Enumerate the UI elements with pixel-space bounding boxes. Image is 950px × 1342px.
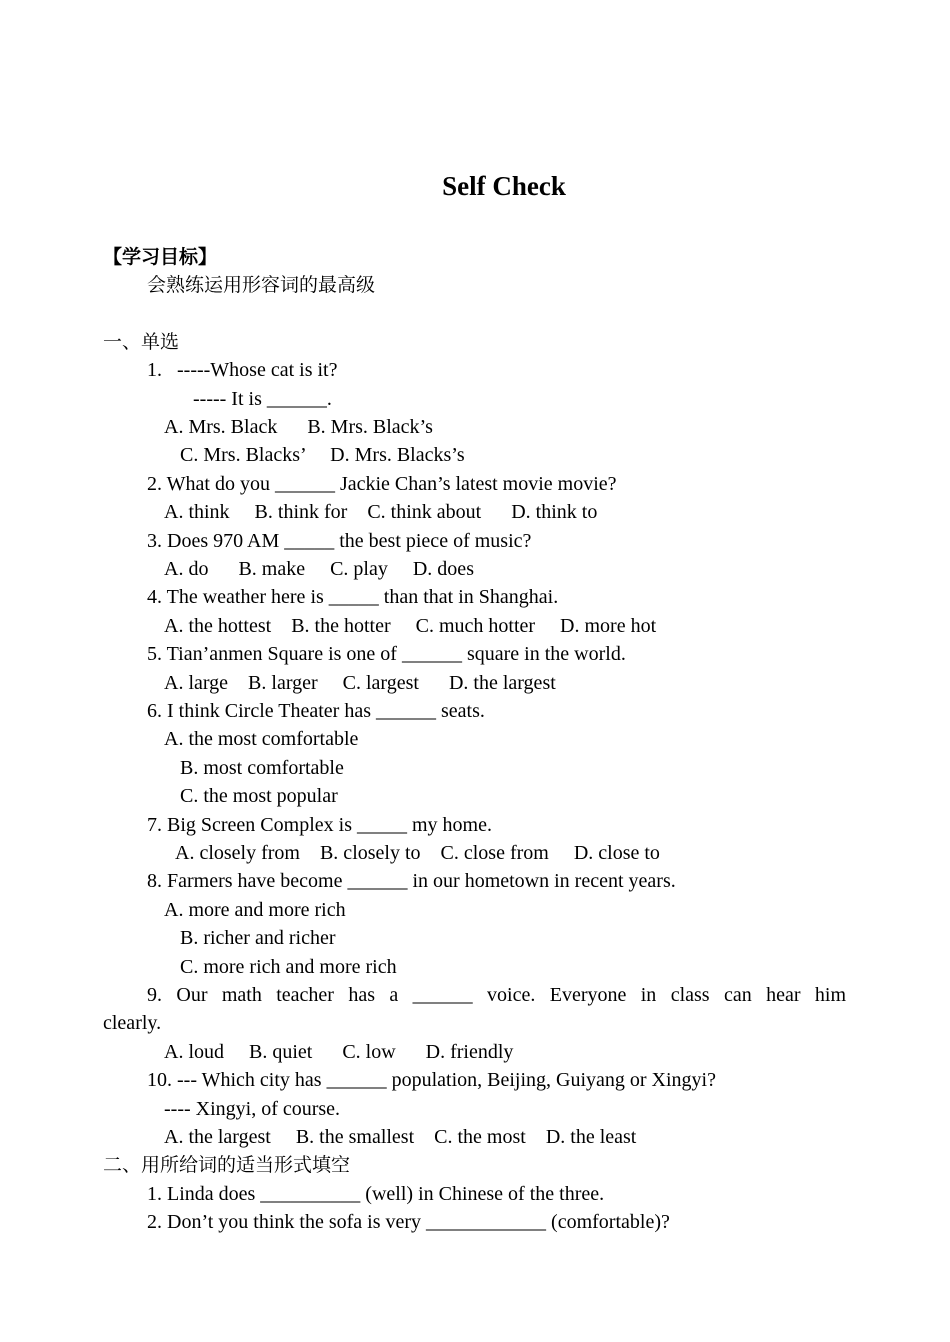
q5-options: A. large B. larger C. largest D. the largest bbox=[164, 672, 556, 694]
q8-option-b: B. richer and richer bbox=[180, 927, 336, 949]
q5-stem: 5. Tian’anmen Square is one of ______ square in the world. bbox=[147, 643, 626, 665]
q6-option-b: B. most comfortable bbox=[180, 757, 344, 779]
objectives-text: 会熟练运用形容词的最高级 bbox=[147, 274, 376, 296]
q9-stem2: clearly. bbox=[103, 1012, 162, 1034]
q6-option-c: C. the most popular bbox=[180, 785, 338, 807]
q1-stem: 1. -----Whose cat is it? bbox=[147, 359, 338, 381]
q8-option-a: A. more and more rich bbox=[164, 899, 346, 921]
section2-heading: 二、用所给词的适当形式填空 bbox=[103, 1154, 351, 1176]
q6-option-a: A. the most comfortable bbox=[164, 728, 359, 750]
q8-stem: 8. Farmers have become ______ in our hometown in recent years. bbox=[147, 870, 676, 892]
q10-stem: 10. --- Which city has ______ population, Beijing, Guiyang or Xingyi? bbox=[147, 1069, 716, 1091]
q1-stem2: ----- It is ______. bbox=[193, 388, 332, 410]
section1-heading: 一、单选 bbox=[103, 331, 180, 353]
q8-option-c: C. more rich and more rich bbox=[180, 956, 397, 978]
q10-stem2: ---- Xingyi, of course. bbox=[164, 1098, 341, 1120]
q6-stem: 6. I think Circle Theater has ______ seats. bbox=[147, 700, 485, 722]
q7-options: A. closely from B. closely to C. close from D. close to bbox=[175, 842, 660, 864]
q1-options-cd: C. Mrs. Blacks’ D. Mrs. Blacks’s bbox=[180, 444, 465, 466]
objectives-heading: 【学习目标】 bbox=[103, 246, 218, 268]
q2-options: A. think B. think for C. think about D. think to bbox=[164, 501, 598, 523]
q3-options: A. do B. make C. play D. does bbox=[164, 558, 474, 580]
q4-options: A. the hottest B. the hotter C. much hotter D. more hot bbox=[164, 615, 657, 637]
q9-options: A. loud B. quiet C. low D. friendly bbox=[164, 1041, 514, 1063]
q4-stem: 4. The weather here is _____ than that in Shanghai. bbox=[147, 586, 559, 608]
q3-stem: 3. Does 970 AM _____ the best piece of music? bbox=[147, 530, 532, 552]
s2-q2: 2. Don’t you think the sofa is very ____________ (comfortable)? bbox=[147, 1211, 670, 1233]
page-title: Self Check bbox=[442, 171, 566, 201]
q2-stem: 2. What do you ______ Jackie Chan’s latest movie movie? bbox=[147, 473, 617, 495]
s2-q1: 1. Linda does __________ (well) in Chinese of the three. bbox=[147, 1183, 605, 1205]
q7-stem: 7. Big Screen Complex is _____ my home. bbox=[147, 814, 492, 836]
q9-stem: 9. Our math teacher has a ______ voice. Everyone in class can hear him bbox=[147, 984, 846, 1006]
q10-options: A. the largest B. the smallest C. the most D. the least bbox=[164, 1126, 637, 1148]
q1-options-ab: A. Mrs. Black B. Mrs. Black’s bbox=[164, 416, 433, 438]
